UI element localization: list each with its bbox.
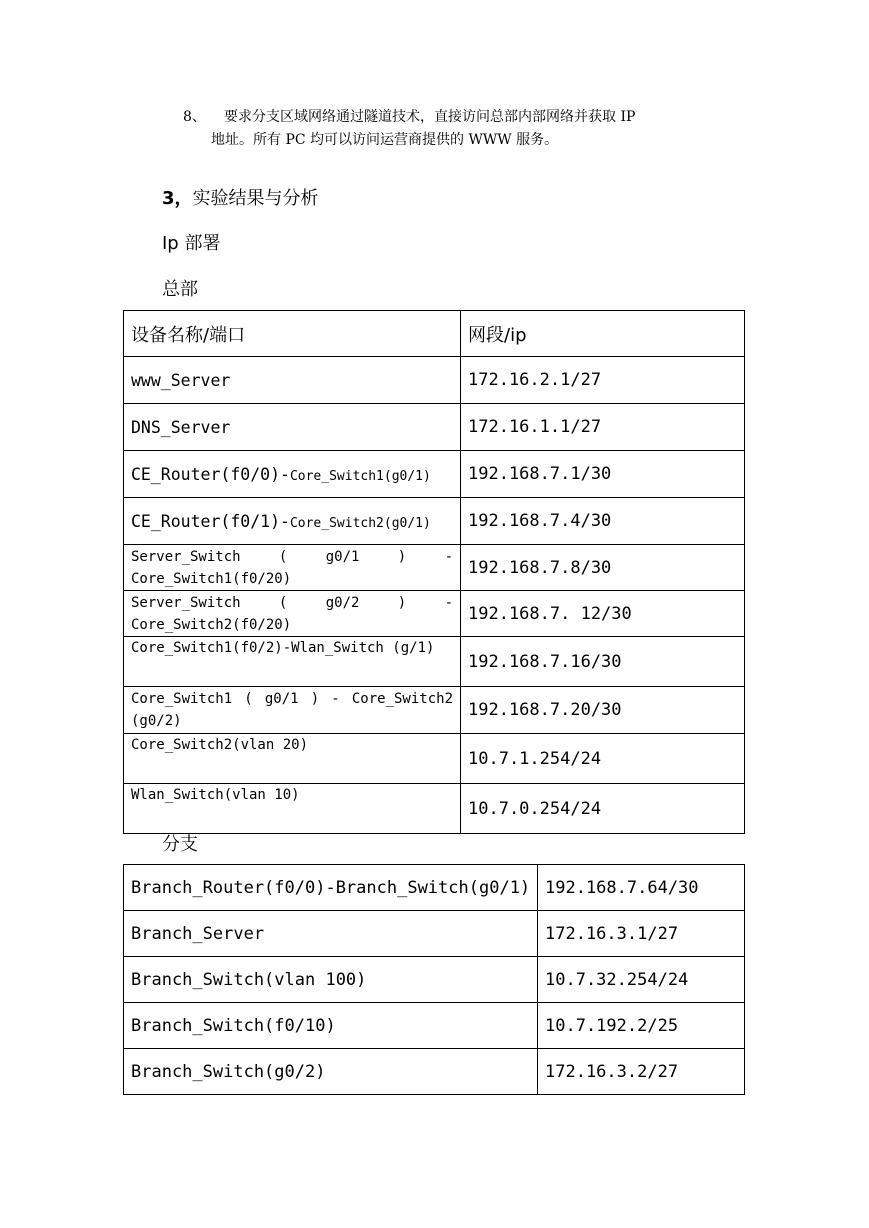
device-cell-main: CE_Router(f0/1)-: [131, 511, 290, 531]
ip-cell: 172.16.3.1/27: [538, 911, 745, 957]
ip-cell: 192.168.7.20/30: [461, 687, 745, 734]
ip-cell: 172.16.3.2/27: [538, 1049, 745, 1095]
device-cell: Server_Switch ( g0/2 ) -Core_Switch2(f0/20): [124, 591, 461, 637]
table-row: [124, 865, 745, 911]
ip-cell: 192.168.7.16/30: [461, 637, 745, 687]
section-heading-results: [162, 184, 319, 210]
section-number: 3，: [162, 188, 193, 209]
ip-cell: 10.7.0.254/24: [461, 784, 745, 834]
table-row: [124, 687, 745, 734]
header-subnet-ip: 网段/ip: [461, 311, 745, 357]
device-cell: Branch_Switch(g0/2): [124, 1049, 538, 1095]
table-row: [124, 637, 745, 687]
device-cell: Core_Switch1 ( g0/1 ) - Core_Switch2 (g0/2): [124, 687, 461, 734]
ip-cell: 172.16.2.1/27: [461, 357, 745, 404]
ip-deployment-heading: Ip 部署: [162, 233, 221, 254]
table-row: [124, 734, 745, 784]
table-row: [124, 1003, 745, 1049]
header-device-port: 设备名称/端口: [124, 311, 461, 357]
device-cell: Branch_Switch(f0/10): [124, 1003, 538, 1049]
headquarters-heading: 总部: [162, 279, 198, 300]
ip-cell: 192.168.7.4/30: [461, 498, 745, 545]
table-row: [124, 911, 745, 957]
ip-cell: 192.168.7. 12/30: [461, 591, 745, 637]
table-row: [124, 957, 745, 1003]
ip-cell: 172.16.1.1/27: [461, 404, 745, 451]
device-cell: Branch_Switch(vlan 100): [124, 957, 538, 1003]
device-cell: Branch_Router(f0/0)-Branch_Switch(g0/1): [124, 865, 538, 911]
branch-heading: 分支: [162, 834, 198, 855]
section-title: 实验结果与分析: [192, 188, 319, 209]
table-row: [124, 784, 745, 834]
list-text-line-1: 要求分支区域网络通过隧道技术，直接访问总部内部网络并获取 IP: [224, 109, 636, 125]
device-cell-small: Core_Switch2(g0/1): [289, 515, 431, 531]
table-row: [124, 451, 745, 498]
table-header-row: [124, 311, 745, 357]
device-cell: Branch_Server: [124, 911, 538, 957]
headquarters-ip-table: [123, 310, 745, 834]
ip-cell: 192.168.7.8/30: [461, 545, 745, 591]
ip-cell: 192.168.7.1/30: [461, 451, 745, 498]
list-text-line-2: 地址。所有 PC 均可以访问运营商提供的 WWW 服务。: [211, 132, 559, 148]
ip-cell: 192.168.7.64/30: [538, 865, 745, 911]
device-cell: Wlan_Switch(vlan 10): [124, 784, 461, 834]
table-row: [124, 357, 745, 404]
table-row: [124, 545, 745, 591]
device-cell: www_Server: [124, 357, 461, 404]
ip-cell: 10.7.1.254/24: [461, 734, 745, 784]
ip-cell: 10.7.192.2/25: [538, 1003, 745, 1049]
ip-cell: 10.7.32.254/24: [538, 957, 745, 1003]
device-cell: [124, 451, 461, 498]
table-row: [124, 498, 745, 545]
table-row: [124, 591, 745, 637]
table-row: [124, 1049, 745, 1095]
branch-ip-table: [123, 864, 745, 1095]
device-cell-small: Core_Switch1(g0/1): [289, 468, 431, 484]
device-cell: [124, 498, 461, 545]
device-cell: Core_Switch2(vlan 20): [124, 734, 461, 784]
device-cell: DNS_Server: [124, 404, 461, 451]
table-row: [124, 404, 745, 451]
device-cell: Server_Switch ( g0/1 ) - Core_Switch1(f0/20): [124, 545, 461, 591]
device-cell: Core_Switch1(f0/2)-Wlan_Switch (g/1): [124, 637, 461, 687]
device-cell-main: CE_Router(f0/0)-: [131, 464, 290, 484]
list-number: 8、: [183, 109, 206, 125]
